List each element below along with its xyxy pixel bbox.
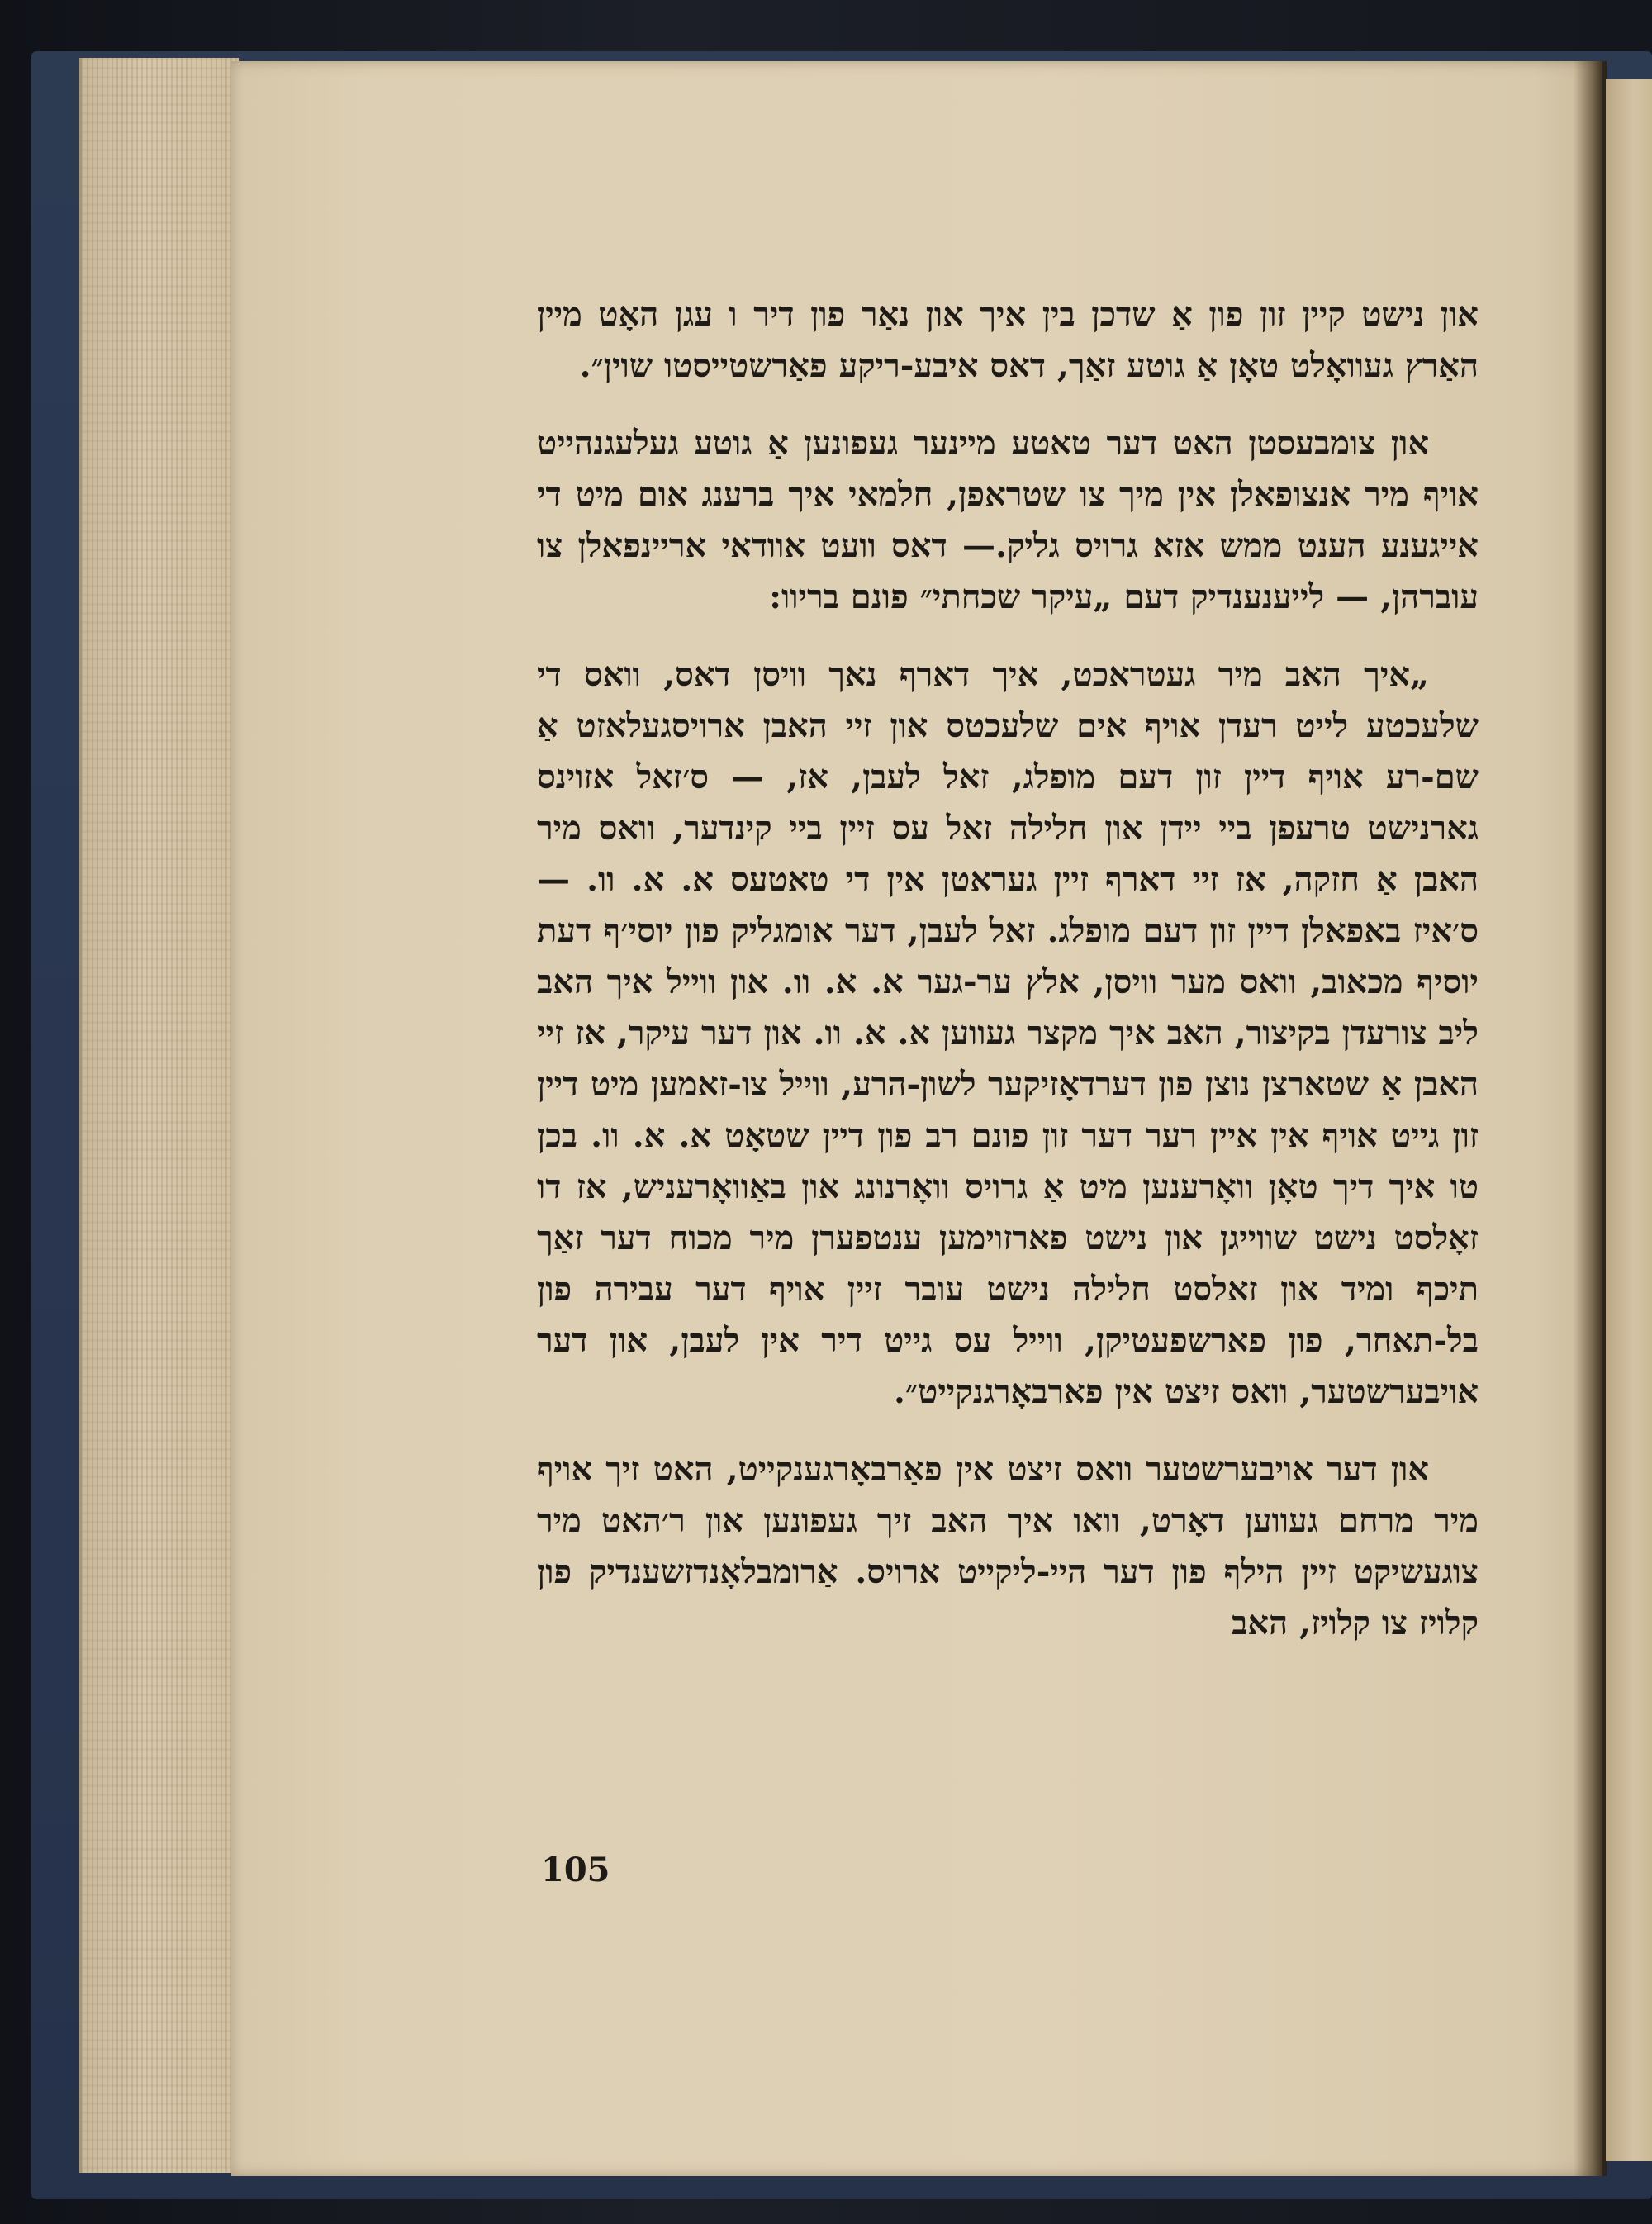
facing-page-edge: [1606, 79, 1652, 2161]
page-text: [537, 289, 1479, 1675]
paragraph-2: און צומבעסטן האט דער טאטע מיינער געפונען אַ גוטע געלעגנהייט אויף מיר אנצופאלן אין מיך צו שטראפן, חלמאי איך ברענג אום מיט די אייגענע הענט ממש אזא גרויס גליק.— דאס וועט אוודאי אריינפאלן צו עוברהן, — לייענענדיק דעם „עיקר שכחתי״ פונם בריוו:: [537, 424, 1479, 616]
gutter-shadow: [1574, 61, 1607, 2176]
paragraph-1: און נישט קיין זון פון אַ שדכן בין איך און נאַר פון דיר ו עגן האָט מיין האַרץ געוואָלט טאָן אַ גוטע זאַך, דאס איבע-ריקע פאַרשטייסטו שוין״.: [537, 295, 1479, 385]
paragraph-4: און דער אויבערשטער וואס זיצט אין פאַרבאָרגענקייט, האט זיך אויף מיר מרחם געווען דאָרט, וואו איך האב זיך געפונען און ר׳האט מיר צוגעשיקט זיין הילף פון דער היי-ליקייט ארויס. אַרומבלאָנדזשענדיק פון קלויז צו קלויז, האב: [537, 1450, 1479, 1642]
paragraph-3: „איך האב מיר געטראכט, איך דארף נאך וויסן דאס, וואס די שלעכטע לייט רעדן אויף אים שלעכטס און זיי האבן ארויסגעלאזט אַ שם-רע אויף דיין זון דעם מופלג, זאל לעבן, אז, — ס׳זאל אזוינס גארנישט טרעפן ביי יידן און חלילה זאל עס זיין ביי קינדער, וואס מיר האבן אַ חזקה, אז זיי דארף זיין געראטן אין די טאטעס א. א. וו. — ס׳איז באפאלן דיין זון דעם מופלג. זאל לעבן, דער אומגליק פון יוסי׳ף דעת יוסיף מכאוב, וואס מער וויסן, אלץ ער-גער א. א. וו. און ווייל איך האב ליב צורעדן בקיצור, האב איך מקצר געווען א. א. וו. און דער עיקר, אז זיי האבן אַ שטארצן נוצן פון דערדאָזיקער לשון-הרע, ווייל צו-זאמען מיט דיין זון גייט אויף אין איין רער דער זון פונם רב פון דיין שטאָט א. א. וו. בכן טו איך דיך טאָן וואָרענען מיט אַ גרויס וואָרנונג און באַוואָרעניש, אז דו זאָלסט נישט שווייגן און נישט פארזוימען ענטפערן מיר מכוח דער זאַך תיכף ומיד און זאלסט חלילה נישט עובר זיין אויף דער עבירה פון בל-תאחר, פון פארשפעטיקן, ווייל עס גייט דיר אין לעבן, און דער אויבערשטער, וואס זיצט אין פארבאָרגנקייט״.: [537, 655, 1479, 1411]
page-number: 105: [541, 1851, 610, 1889]
page-block-edge: [79, 58, 239, 2173]
